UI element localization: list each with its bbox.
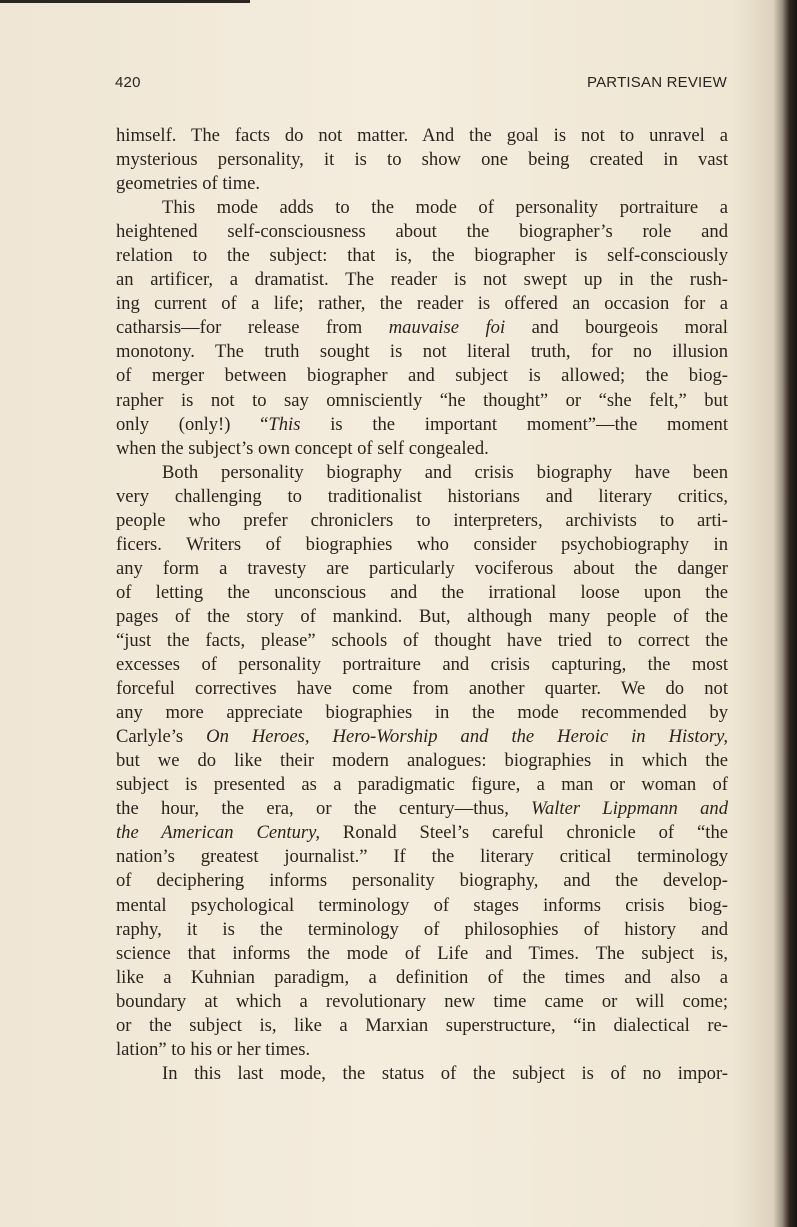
text-line: lation” to his or her times.	[116, 1038, 311, 1060]
text-line: rapher is not to say omnisciently “he thought” or “she felt,” but	[116, 389, 728, 411]
page-header	[115, 74, 727, 94]
text-line: very challenging to traditionalist historians and literary critics,	[116, 485, 728, 507]
text-line: people who prefer chroniclers to interpreters, archivists to arti-	[116, 509, 728, 531]
text-line: This mode adds to the mode of personality portraiture a	[162, 197, 728, 219]
running-head: PARTISAN REVIEW	[587, 74, 727, 91]
text-line	[116, 821, 728, 845]
text-line: In this last mode, the status of the subject is of no impor-	[162, 1062, 728, 1084]
text-line: any form a travesty are particularly vociferous about the danger	[116, 557, 728, 579]
text-run: only (only!) “	[116, 413, 269, 435]
text-line: of letting the unconscious and the irrational loose upon the	[116, 581, 728, 603]
text-line: himself. The facts do not matter. And the goal is not to unravel a	[116, 125, 728, 146]
text-line	[116, 797, 728, 821]
text-line: relation to the subject: that is, the biographer is self-consciously	[116, 245, 728, 267]
italic-text: On Heroes, Hero-Worship and the Heroic in History,	[206, 726, 728, 748]
text-run: Carlyle’s	[116, 726, 207, 748]
text-line: or the subject is, like a Marxian superstructure, “in dialectical re-	[116, 1014, 728, 1036]
italic-text: the American Century,	[116, 822, 321, 844]
text-line: “just the facts, please” schools of thought have tried to correct the	[116, 629, 728, 651]
text-line: ficers. Writers of biographies who consider psychobiography in	[116, 533, 728, 555]
text-line	[116, 316, 728, 340]
text-line: when the subject’s own concept of self congealed.	[116, 437, 489, 459]
text-line: of deciphering informs personality biography, and the develop-	[116, 870, 728, 892]
text-line: geometries of time.	[116, 173, 261, 195]
top-edge-rule	[0, 0, 250, 3]
text-line: excesses of personality portraiture and crisis capturing, the most	[116, 654, 728, 676]
text-line: mental psychological terminology of stages informs crisis biog-	[116, 894, 728, 916]
text-line: nation’s greatest journalist.” If the literary critical terminology	[116, 846, 728, 868]
text-line: of merger between biographer and subject is allowed; the biog-	[116, 365, 728, 387]
italic-text: mauvaise foi	[388, 317, 506, 339]
text-line: monotony. The truth sought is not literal truth, for no illusion	[116, 341, 728, 363]
text-line: like a Kuhnian paradigm, a definition of the times and also a	[116, 966, 728, 988]
text-line: an artificer, a dramatist. The reader is not swept up in the rush-	[116, 269, 728, 291]
text-line	[116, 413, 728, 437]
book-spine-shadow	[783, 0, 797, 1227]
text-line: forceful correctives have come from another quarter. We do not	[116, 678, 728, 700]
text-line: raphy, it is the terminology of philosophies of history and	[116, 918, 728, 940]
text-run: catharsis—for release from	[116, 317, 389, 339]
text-line: boundary at which a revolutionary new time came or will come;	[116, 990, 728, 1012]
text-line: Both personality biography and crisis biography have been	[162, 461, 728, 483]
body-text	[116, 124, 728, 1086]
text-line: mysterious personality, it is to show one being created in vast	[116, 149, 728, 171]
italic-text: This	[268, 413, 301, 435]
text-line: subject is presented as a paradigmatic figure, a man or woman of	[116, 774, 728, 796]
text-line: but we do like their modern analogues: biographies in which the	[116, 750, 728, 772]
text-line: any more appreciate biographies in the mode recommended by	[116, 702, 728, 724]
text-run: Ronald Steel’s careful chronicle of “the	[320, 822, 728, 844]
text-line: pages of the story of mankind. But, although many people of the	[116, 605, 728, 627]
text-run: is the important moment”—the moment	[300, 413, 728, 435]
text-line	[116, 725, 728, 749]
page-number: 420	[115, 74, 141, 91]
text-line: heightened self-consciousness about the biographer’s role and	[116, 221, 728, 243]
text-run: the hour, the era, or the century—thus,	[116, 798, 532, 820]
text-line: science that informs the mode of Life and Times. The subject is,	[116, 942, 728, 964]
italic-text: Walter Lippmann and	[531, 798, 728, 820]
text-run: and bourgeois moral	[505, 317, 728, 339]
text-line: ing current of a life; rather, the reader is offered an occasion for a	[116, 293, 728, 315]
